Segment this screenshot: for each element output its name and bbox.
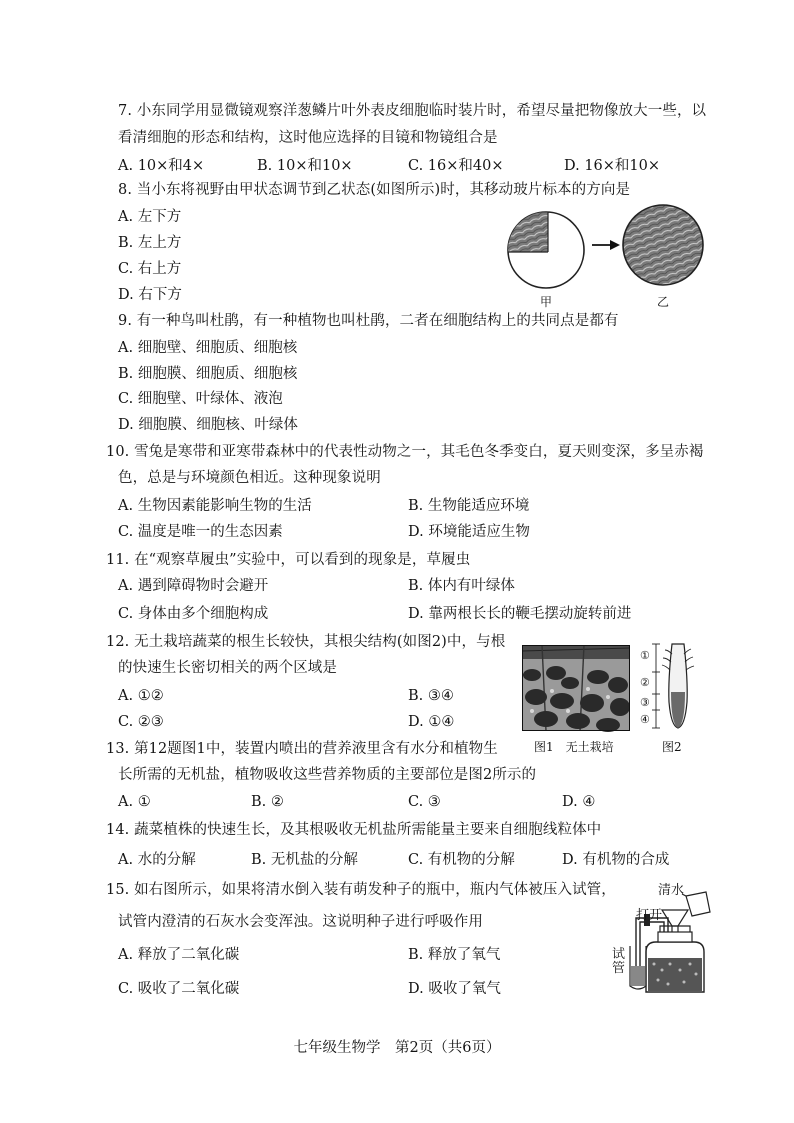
- q15-stem-line2: 试管内澄清的石灰水会变浑浊。这说明种子进行呼吸作用: [118, 914, 483, 930]
- arrow-right-icon: [592, 240, 620, 250]
- q9-stem: 9. 有一种鸟叫杜鹃，有一种植物也叫杜鹃，二者在细胞结构上的共同点是都有: [118, 313, 619, 329]
- q13-option-c: C. ③: [408, 794, 441, 810]
- q15-stem-line1: 15. 如右图所示，如果将清水倒入装有萌发种子的瓶中，瓶内气体被压入试管，: [106, 882, 616, 898]
- q10-option-c: C. 温度是唯一的生态因素: [118, 524, 283, 540]
- q10-option-a: A. 生物因素能影响生物的生活: [118, 498, 312, 514]
- page-footer: 七年级生物学 第2页（共6页）: [293, 1040, 501, 1056]
- fig-label-jia: 甲: [540, 295, 553, 309]
- q15-option-d: D. 吸收了氧气: [408, 981, 501, 997]
- q7-stem-line1: 7. 小东同学用显微镜观察洋葱鳞片叶外表皮细胞临时装片时，希望尽量把物像放大一些，以: [118, 103, 707, 119]
- fig-label-yi: 乙: [657, 295, 670, 309]
- q13-stem-line1: 13. 第12题图1中，装置内喷出的营养液里含有水分和植物生: [106, 741, 498, 757]
- q14-option-b: B. 无机盐的分解: [251, 852, 358, 868]
- q8-stem: 8. 当小东将视野由甲状态调节到乙状态(如图所示)时，其移动玻片标本的方向是: [118, 182, 631, 198]
- q9-option-c: C. 细胞壁、叶绿体、液泡: [118, 391, 283, 407]
- q8-option-c: C. 右上方: [118, 261, 182, 277]
- root-label-4: ④: [640, 713, 650, 726]
- q8-option-d: D. 右下方: [118, 287, 182, 303]
- q12-option-d: D. ①④: [408, 714, 455, 730]
- q15-option-c: C. 吸收了二氧化碳: [118, 981, 240, 997]
- q7-option-b: B. 10×和10×: [257, 158, 353, 174]
- label-open: 打开: [636, 908, 663, 923]
- q11-stem: 11. 在“观察草履虫”实验中，可以看到的现象是，草履虫: [106, 552, 471, 568]
- label-test-tube: 试管: [612, 947, 626, 976]
- q14-option-a: A. 水的分解: [118, 852, 196, 868]
- q11-option-d: D. 靠两根长长的鞭毛摆动旋转前进: [408, 606, 632, 622]
- label-water: 清水: [658, 883, 685, 898]
- q12-option-a: A. ①②: [118, 688, 164, 704]
- q9-option-b: B. 细胞膜、细胞质、细胞核: [118, 366, 298, 382]
- field-of-view-b: [623, 205, 703, 285]
- q13-option-d: D. ④: [562, 794, 596, 810]
- q14-stem: 14. 蔬菜植株的快速生长，及其根吸收无机盐所需能量主要来自细胞线粒体中: [106, 822, 602, 838]
- fig1-caption: 图1 无土栽培: [534, 740, 614, 754]
- q7-option-d: D. 16×和10×: [564, 158, 661, 174]
- q12-option-b: B. ③④: [408, 688, 454, 704]
- q15-option-a: A. 释放了二氧化碳: [118, 947, 240, 963]
- q12-option-c: C. ②③: [118, 714, 164, 730]
- q10-stem-line2: 色，总是与环境颜色相近。这种现象说明: [118, 470, 381, 486]
- q11-option-a: A. 遇到障碍物时会避开: [118, 578, 269, 594]
- q11-option-c: C. 身体由多个细胞构成: [118, 606, 269, 622]
- q9-option-a: A. 细胞壁、细胞质、细胞核: [118, 340, 298, 356]
- q12-stem-line1: 12. 无土栽培蔬菜的根生长较快，其根尖结构(如图2)中，与根: [106, 634, 506, 650]
- root-label-1: ①: [640, 649, 650, 662]
- root-label-2: ②: [640, 676, 650, 689]
- q7-option-a: A. 10×和4×: [118, 158, 205, 174]
- q15-apparatus-figure: [600, 882, 720, 997]
- bottle: [646, 932, 704, 992]
- q10-option-d: D. 环境能适应生物: [408, 524, 530, 540]
- q10-stem-line1: 10. 雪兔是寒带和亚寒带森林中的代表性动物之一，其毛色冬季变白，夏天则变深，多呈赤褐: [106, 444, 704, 460]
- q14-option-d: D. 有机物的合成: [562, 852, 670, 868]
- q8-option-a: A. 左下方: [118, 209, 182, 225]
- q7-option-c: C. 16×和40×: [408, 158, 504, 174]
- q13-stem-line2: 长所需的无机盐，植物吸收这些营养物质的主要部位是图2所示的: [118, 767, 537, 783]
- q9-option-d: D. 细胞膜、细胞核、叶绿体: [118, 417, 298, 433]
- q11-option-b: B. 体内有叶绿体: [408, 578, 515, 594]
- q12-fig1-soilless-cultivation-photo: [522, 645, 630, 731]
- q15-option-b: B. 释放了氧气: [408, 947, 501, 963]
- root-label-3: ③: [640, 696, 650, 709]
- q7-stem-line2: 看清细胞的形态和结构，这时他应选择的目镜和物镜组合是: [118, 130, 498, 146]
- test-tube: [630, 946, 646, 989]
- q12-stem-line2: 的快速生长密切相关的两个区域是: [118, 660, 337, 676]
- q14-option-c: C. 有机物的分解: [408, 852, 515, 868]
- q13-option-a: A. ①: [118, 794, 151, 810]
- q13-option-b: B. ②: [251, 794, 284, 810]
- cell-patch: [508, 212, 548, 252]
- fig2-caption: 图2: [662, 740, 682, 754]
- q8-option-b: B. 左上方: [118, 235, 182, 251]
- q10-option-b: B. 生物能适应环境: [408, 498, 530, 514]
- q8-microscope-figure: [500, 200, 720, 320]
